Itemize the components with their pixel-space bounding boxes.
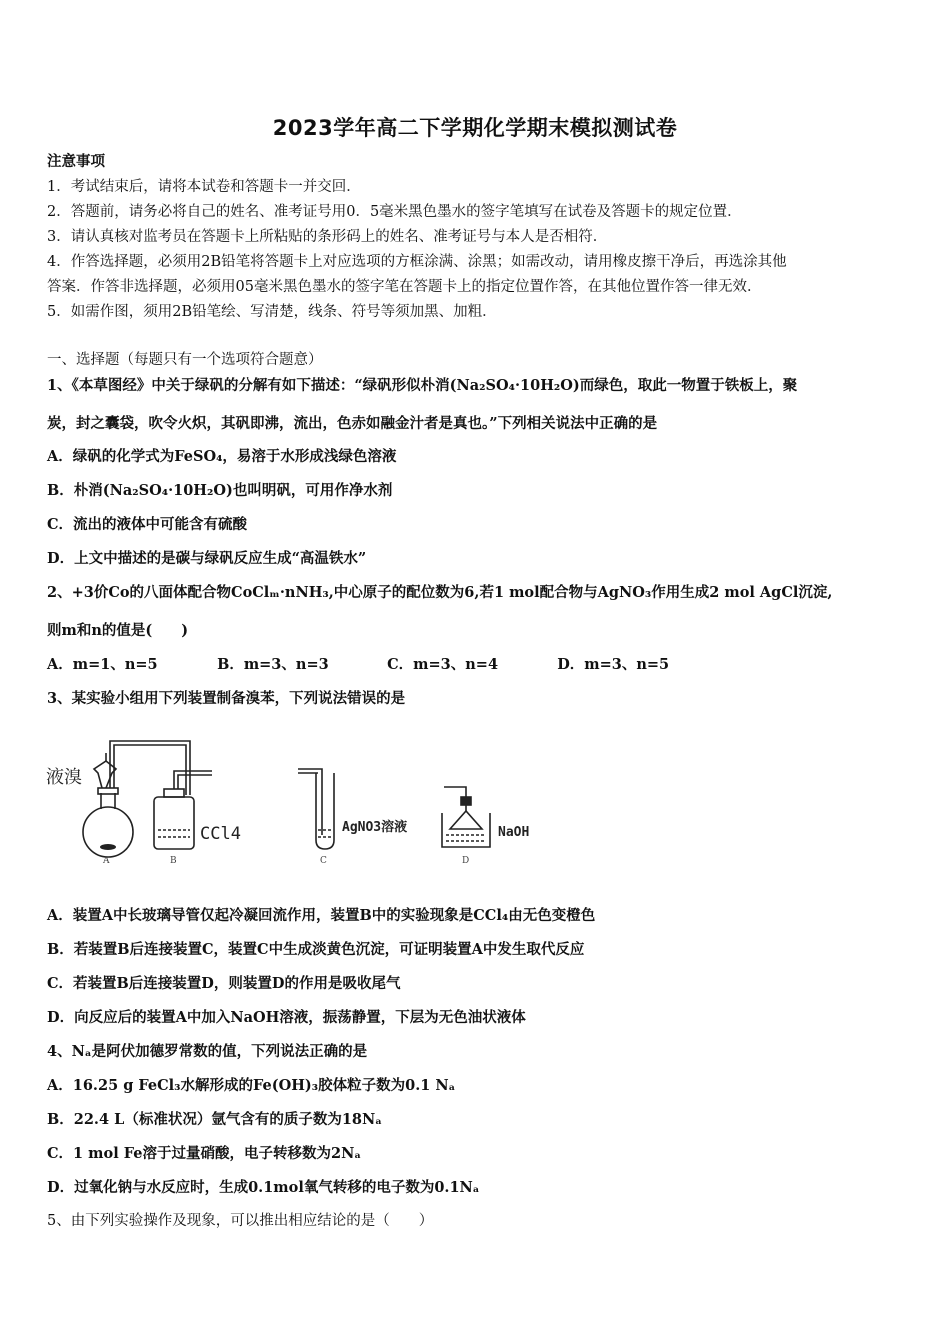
bottle-b — [154, 797, 194, 849]
section-heading: 一、选择题（每题只有一个选项符合题意） — [47, 352, 323, 368]
label-a: A — [103, 856, 110, 866]
q1-option-d: D．上文中描述的是碳与绿矾反应生成“高温铁水” — [47, 550, 367, 567]
q3-option-d: D．向反应后的装置A中加入NaOH溶液，振荡静置，下层为无色油状液体 — [47, 1009, 526, 1026]
bottle-b-stopper — [164, 789, 184, 797]
notice-item: 答案．作答非选择题，必须用05毫米黑色墨水的签字笔在答题卡上的指定位置作答，在其他位置作答一律无效． — [47, 279, 762, 295]
q1-option-b: B．朴消(Na₂SO₄·10H₂O)也叫明矾，可用作净水剂 — [47, 482, 393, 499]
inverted-funnel — [450, 811, 482, 829]
apparatus-figure — [44, 735, 564, 870]
label-b: B — [170, 856, 177, 866]
q4-option-c: C．1 mol Fe溶于过量硝酸，电子转移数为2Nₐ — [47, 1145, 362, 1162]
label-ccl4: CCl4 — [200, 824, 241, 844]
q4-option-a: A．16.25 g FeCl₃水解形成的Fe(OH)₃胶体粒子数为0.1 Nₐ — [47, 1077, 456, 1094]
q2-option-b: B．m=3、n=3 — [217, 656, 329, 673]
notice-heading: 注意事项 — [47, 153, 105, 170]
page-title: 2023学年高二下学期化学期末模拟测试卷 — [272, 116, 678, 140]
q2-option-a: A．m=1、n=5 — [47, 656, 158, 673]
label-c: C — [320, 856, 327, 866]
dropping-funnel — [94, 761, 116, 788]
outlet-tube-b — [178, 775, 212, 789]
q2-option-d: D．m=3、n=5 — [557, 656, 670, 673]
q4-option-d: D．过氧化钠与水反应时，生成0.1mol氧气转移的电子数为0.1Nₐ — [47, 1179, 480, 1196]
notice-item: 5．如需作图，须用2B铅笔绘、写清楚，线条、符号等须加黑、加粗． — [47, 304, 497, 320]
label-d: D — [462, 856, 470, 866]
notice-item: 1．考试结束后，请将本试卷和答题卡一并交回． — [47, 179, 361, 195]
q3-option-a: A．装置A中长玻璃导管仅起冷凝回流作用，装置B中的实验现象是CCl₄由无色变橙色 — [47, 907, 596, 924]
q4-option-b: B．22.4 L（标准状况）氩气含有的质子数为18Nₐ — [47, 1111, 382, 1128]
q1-option-a: A．绿矾的化学式为FeSO₄，易溶于水形成浅绿色溶液 — [47, 448, 397, 465]
q3-option-c: C．若装置B后连接装置D，则装置D的作用是吸收尾气 — [47, 975, 401, 992]
q2-option-c: C．m=3、n=4 — [387, 656, 499, 673]
notice-item: 4．作答选择题，必须用2B铅笔将答题卡上对应选项的方框涂满、涂黑；如需改动，请用橡皮擦干净后，再选涂其他 — [47, 254, 787, 270]
beaker-d — [442, 813, 490, 847]
q1-stem-line1: 1、《本草图经》中关于绿矾的分解有如下描述：“绿矾形似朴消(Na₂SO₄·10H₂O)而绿色，取此一物置于铁板上，聚 — [47, 377, 798, 394]
q2-stem-line1: 2、+3价Co的八面体配合物CoClₘ·nNH₃,中心原子的配位数为6,若1 mol配合物与AgNO₃作用生成2 mol AgCl沉淀, — [47, 584, 833, 601]
q2-options — [47, 655, 669, 675]
q5-stem: 5、由下列实验操作及现象，可以推出相应结论的是（ ） — [47, 1213, 434, 1229]
label-bromine: 液溴 — [46, 767, 82, 788]
notice-item: 2．答题前，请务必将自己的姓名、准考证号用0．5毫米黑色墨水的签字笔填写在试卷及答题卡的规定位置． — [47, 204, 742, 220]
notice-item: 3．请认真核对监考员在答题卡上所粘贴的条形码上的姓名、准考证号与本人是否相符． — [47, 229, 608, 245]
q1-stem-line2: 炭，封之囊袋，吹令火炽，其矾即沸，流出，色赤如融金汁者是真也。”下列相关说法中正确的是 — [47, 415, 658, 432]
q3-stem: 3、某实验小组用下列装置制备溴苯，下列说法错误的是 — [47, 690, 406, 707]
q1-option-c: C．流出的液体中可能含有硫酸 — [47, 516, 248, 533]
q3-option-b: B．若装置B后连接装置C，装置C中生成淡黄色沉淀，可证明装置A中发生取代反应 — [47, 941, 585, 958]
label-naoh: NaOH — [498, 825, 530, 840]
q4-stem: 4、Nₐ是阿伏加德罗常数的值，下列说法正确的是 — [47, 1043, 368, 1060]
inlet-tube-c — [298, 769, 322, 835]
q2-stem-line2: 则m和n的值是( ) — [47, 622, 189, 639]
label-agno3: AgNO3溶液 — [342, 820, 408, 835]
